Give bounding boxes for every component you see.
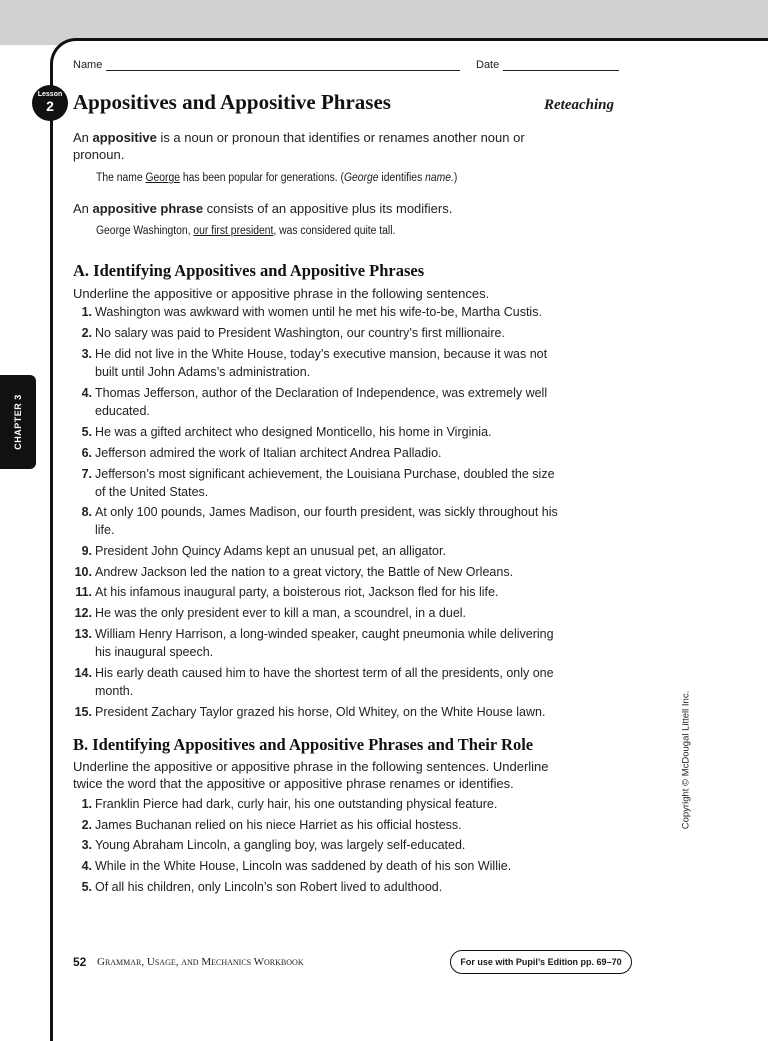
item-number: 9. xyxy=(81,544,92,558)
item-text: While in the White House, Lincoln was saddened by death of his son Willie. xyxy=(95,859,512,873)
item-number: 7. xyxy=(81,467,92,481)
item-number: 6. xyxy=(81,446,92,460)
item-number: 5. xyxy=(81,425,92,439)
item-text: He was a gifted architect who designed Monticello, his home in Virginia. xyxy=(95,425,492,439)
name-line xyxy=(73,58,460,71)
item-text: James Buchanan relied on his niece Harriet as his official hostess. xyxy=(95,818,462,832)
section-a-heading: A. Identifying Appositives and Appositive Phrases xyxy=(73,261,425,280)
item-number: 15. xyxy=(74,705,92,719)
section-a-instructions: Underline the appositive or appositive phrase in the following sentences. xyxy=(73,286,490,301)
example-1: The name George has been popular for generations. (George identifies name.) xyxy=(96,172,458,184)
section-b-heading: B. Identifying Appositives and Appositive Phrases and Their Role xyxy=(73,735,534,754)
item-number: 13. xyxy=(74,627,92,641)
lesson-number: 2 xyxy=(46,98,54,114)
lesson-badge xyxy=(32,85,68,121)
item-number: 3. xyxy=(81,838,92,852)
copyright-notice: Copyright © McDougal Littell Inc. xyxy=(680,690,692,830)
item-text: He did not live in the White House, today’s executive mansion, because it was not built until John Adams’s administration. xyxy=(95,347,548,379)
item-number: 2. xyxy=(81,326,92,340)
item-text: At his infamous inaugural party, a boisterous riot, Jackson fled for his life. xyxy=(95,585,499,599)
chapter-tab-label: CHAPTER 3 xyxy=(13,394,23,450)
item-text: No salary was paid to President Washington, our country’s first millionaire. xyxy=(95,326,505,340)
date-line xyxy=(476,58,619,71)
item-number: 4. xyxy=(81,386,92,400)
item-text: Jefferson’s most significant achievement, the Louisiana Purchase, doubled the size of the United States. xyxy=(95,467,555,499)
item-number: 14. xyxy=(74,666,92,680)
page-title: Appositives and Appositive Phrases xyxy=(73,90,391,114)
item-number: 11. xyxy=(75,585,92,599)
item-number: 12. xyxy=(74,606,92,620)
item-text: Washington was awkward with women until he met his wife-to-be, Martha Custis. xyxy=(95,305,542,319)
page-subtitle: Reteaching xyxy=(544,97,614,113)
item-text: Young Abraham Lincoln, a gangling boy, was largely self-educated. xyxy=(95,838,466,852)
term-appositive-phrase: appositive phrase xyxy=(92,201,204,216)
item-text: He was the only president ever to kill a man, a scoundrel, in a duel. xyxy=(95,606,467,620)
term-appositive: appositive xyxy=(92,130,157,145)
item-text: His early death caused him to have the shortest term of all the presidents, only one month. xyxy=(95,666,554,698)
date-blank[interactable] xyxy=(503,58,619,71)
book-title: Grammar, Usage, and Mechanics Workbook xyxy=(97,956,304,968)
item-text: President John Quincy Adams kept an unusual pet, an alligator. xyxy=(95,544,446,558)
item-text: William Henry Harrison, a long-winded speaker, caught pneumonia while delivering his inaugural speech. xyxy=(95,627,554,659)
item-number: 5. xyxy=(81,880,92,894)
item-text: Thomas Jefferson, author of the Declaration of Independence, was extremely well educated. xyxy=(95,386,548,418)
lesson-label: Lesson xyxy=(37,91,63,98)
item-text: At only 100 pounds, James Madison, our fourth president, was sickly throughout his life. xyxy=(95,505,558,537)
item-text: Of all his children, only Lincoln’s son Robert lived to adulthood. xyxy=(95,880,443,894)
item-number: 3. xyxy=(81,347,92,361)
section-b-instructions: Underline the appositive or appositive phrase in the following sentences. Underline twice the word that the appositive or appositive phrase renames or identifies. xyxy=(73,759,549,791)
item-text: Franklin Pierce had dark, curly hair, his one outstanding physical feature. xyxy=(95,797,498,811)
item-number: 1. xyxy=(81,305,92,319)
item-number: 2. xyxy=(81,818,92,832)
appositive-phrase-definition: An appositive phrase consists of an appositive plus its modifiers. xyxy=(73,201,453,216)
item-text: Jefferson admired the work of Italian architect Andrea Palladio. xyxy=(95,446,442,460)
item-number: 4. xyxy=(81,859,92,873)
example-2: George Washington, our first president, was considered quite tall. xyxy=(96,225,396,237)
item-number: 10. xyxy=(74,565,92,579)
appositive-definition: An appositive is a noun or pronoun that identifies or renames another noun or pronoun. xyxy=(73,130,525,162)
page-number: 52 xyxy=(73,955,87,969)
date-label: Date xyxy=(476,59,500,71)
chapter-tab xyxy=(0,375,36,469)
pupil-edition-reference: For use with Pupil’s Edition pp. 69–70 xyxy=(450,950,632,974)
name-blank[interactable] xyxy=(106,58,460,71)
item-text: President Zachary Taylor grazed his horse, Old Whitey, on the White House lawn. xyxy=(95,705,546,719)
item-number: 8. xyxy=(81,505,92,519)
item-number: 1. xyxy=(81,797,92,811)
item-text: Andrew Jackson led the nation to a great victory, the Battle of New Orleans. xyxy=(95,565,514,579)
name-label: Name xyxy=(73,59,103,71)
